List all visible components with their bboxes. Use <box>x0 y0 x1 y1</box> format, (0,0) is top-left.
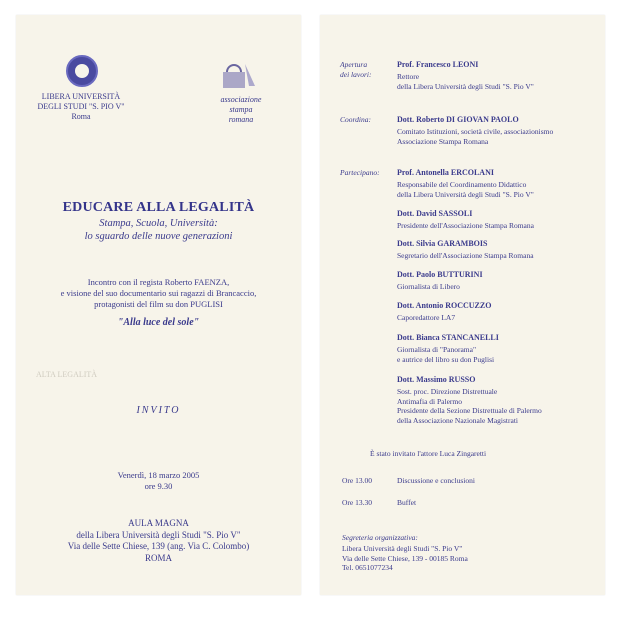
university-name: LIBERA UNIVERSITÀ DEGLI STUDI "S. PIO V" Roma <box>37 92 125 121</box>
speaker-paolo-desc: Comitato Istituzioni, società civile, associazionismo Associazione Stampa Romana <box>397 127 554 146</box>
faded-stamp-text: ALTA LEGALITÀ <box>36 370 98 379</box>
invito-label: INVITO <box>136 405 181 416</box>
schedule-time: Ore 13.30 <box>342 498 372 507</box>
speaker-name: Dott. David SASSOLI <box>397 209 473 218</box>
film-title: "Alla luce del sole" <box>117 317 200 328</box>
speaker-desc: Responsabile del Coordinamento Didattico della Libera Università degli Studi "S. Pio V" <box>397 180 534 199</box>
speaker-name: Dott. Silvia GARAMBOIS <box>397 239 488 248</box>
schedule-time: Ore 13.00 <box>342 476 372 485</box>
speaker-desc: Presidente dell'Associazione Stampa Romana <box>397 221 534 230</box>
invitation-program <box>320 15 605 595</box>
invitation-front <box>16 15 301 595</box>
invited-guest: È stato invitato l'attore Luca Zingaretti <box>370 449 487 458</box>
secretariat-label: Segreteria organizzativa: <box>342 533 418 542</box>
speaker-desc: Sost. proc. Direzione Distrettuale Antimafia di Palermo Presidente della Sezione Distrettuale di Palermo della Associazione Nazionale Magistrati <box>397 387 542 425</box>
partecipano-label: Partecipano: <box>340 168 380 177</box>
schedule-item: Buffet <box>397 498 417 507</box>
speaker-name: Dott. Massimo RUSSO <box>397 375 476 384</box>
event-subtitle: Stampa, Scuola, Università: lo sguardo delle nuove generazioni <box>84 218 233 242</box>
secretariat-info: Libera Università degli Studi "S. Pio V" Via delle Sette Chiese, 139 - 00185 Roma Tel. 0651077234 <box>342 544 468 572</box>
apertura-label: Apertura dei lavori: <box>340 60 372 79</box>
speaker-name: Prof. Antonella ERCOLANI <box>397 168 494 177</box>
speaker-name: Dott. Bianca STANCANELLI <box>397 333 499 342</box>
speaker-paolo-name: Dott. Roberto DI GIOVAN PAOLO <box>397 115 519 124</box>
speaker-desc: Giornalista di "Panorama" e autrice del libro su don Puglisi <box>397 345 495 364</box>
venue: AULA MAGNA della Libera Università degli Studi "S. Pio V" Via delle Sette Chiese, 139 (ang. Via C. Colombo) ROMA <box>67 518 250 563</box>
speaker-desc: Giornalista di Libero <box>397 282 460 291</box>
event-title: EDUCARE ALLA LEGALITÀ <box>62 200 255 215</box>
speaker-leoni-desc: Rettore della Libera Università degli Studi "S. Pio V" <box>397 72 534 91</box>
speaker-desc: Segretario dell'Associazione Stampa Romana <box>397 251 534 260</box>
association-name: associazione stampa romana <box>220 95 262 124</box>
speaker-name: Dott. Antonio ROCCUZZO <box>397 301 492 310</box>
coordina-label: Coordina: <box>340 115 371 124</box>
event-intro: Incontro con il regista Roberto FAENZA, e visione del suo documentario sui ragazzi di Brancaccio, protagonisti del film su don PUGLISI <box>60 277 257 309</box>
speaker-leoni-name: Prof. Francesco LEONI <box>397 60 479 69</box>
event-date: Venerdì, 18 marzo 2005 ore 9.30 <box>117 470 200 491</box>
university-seal-icon <box>66 55 98 87</box>
schedule-item: Discussione e conclusioni <box>397 476 475 485</box>
association-logo-icon <box>221 60 257 92</box>
speaker-desc: Caporedattore LA7 <box>397 313 456 322</box>
speaker-name: Dott. Paolo BUTTURINI <box>397 270 483 279</box>
